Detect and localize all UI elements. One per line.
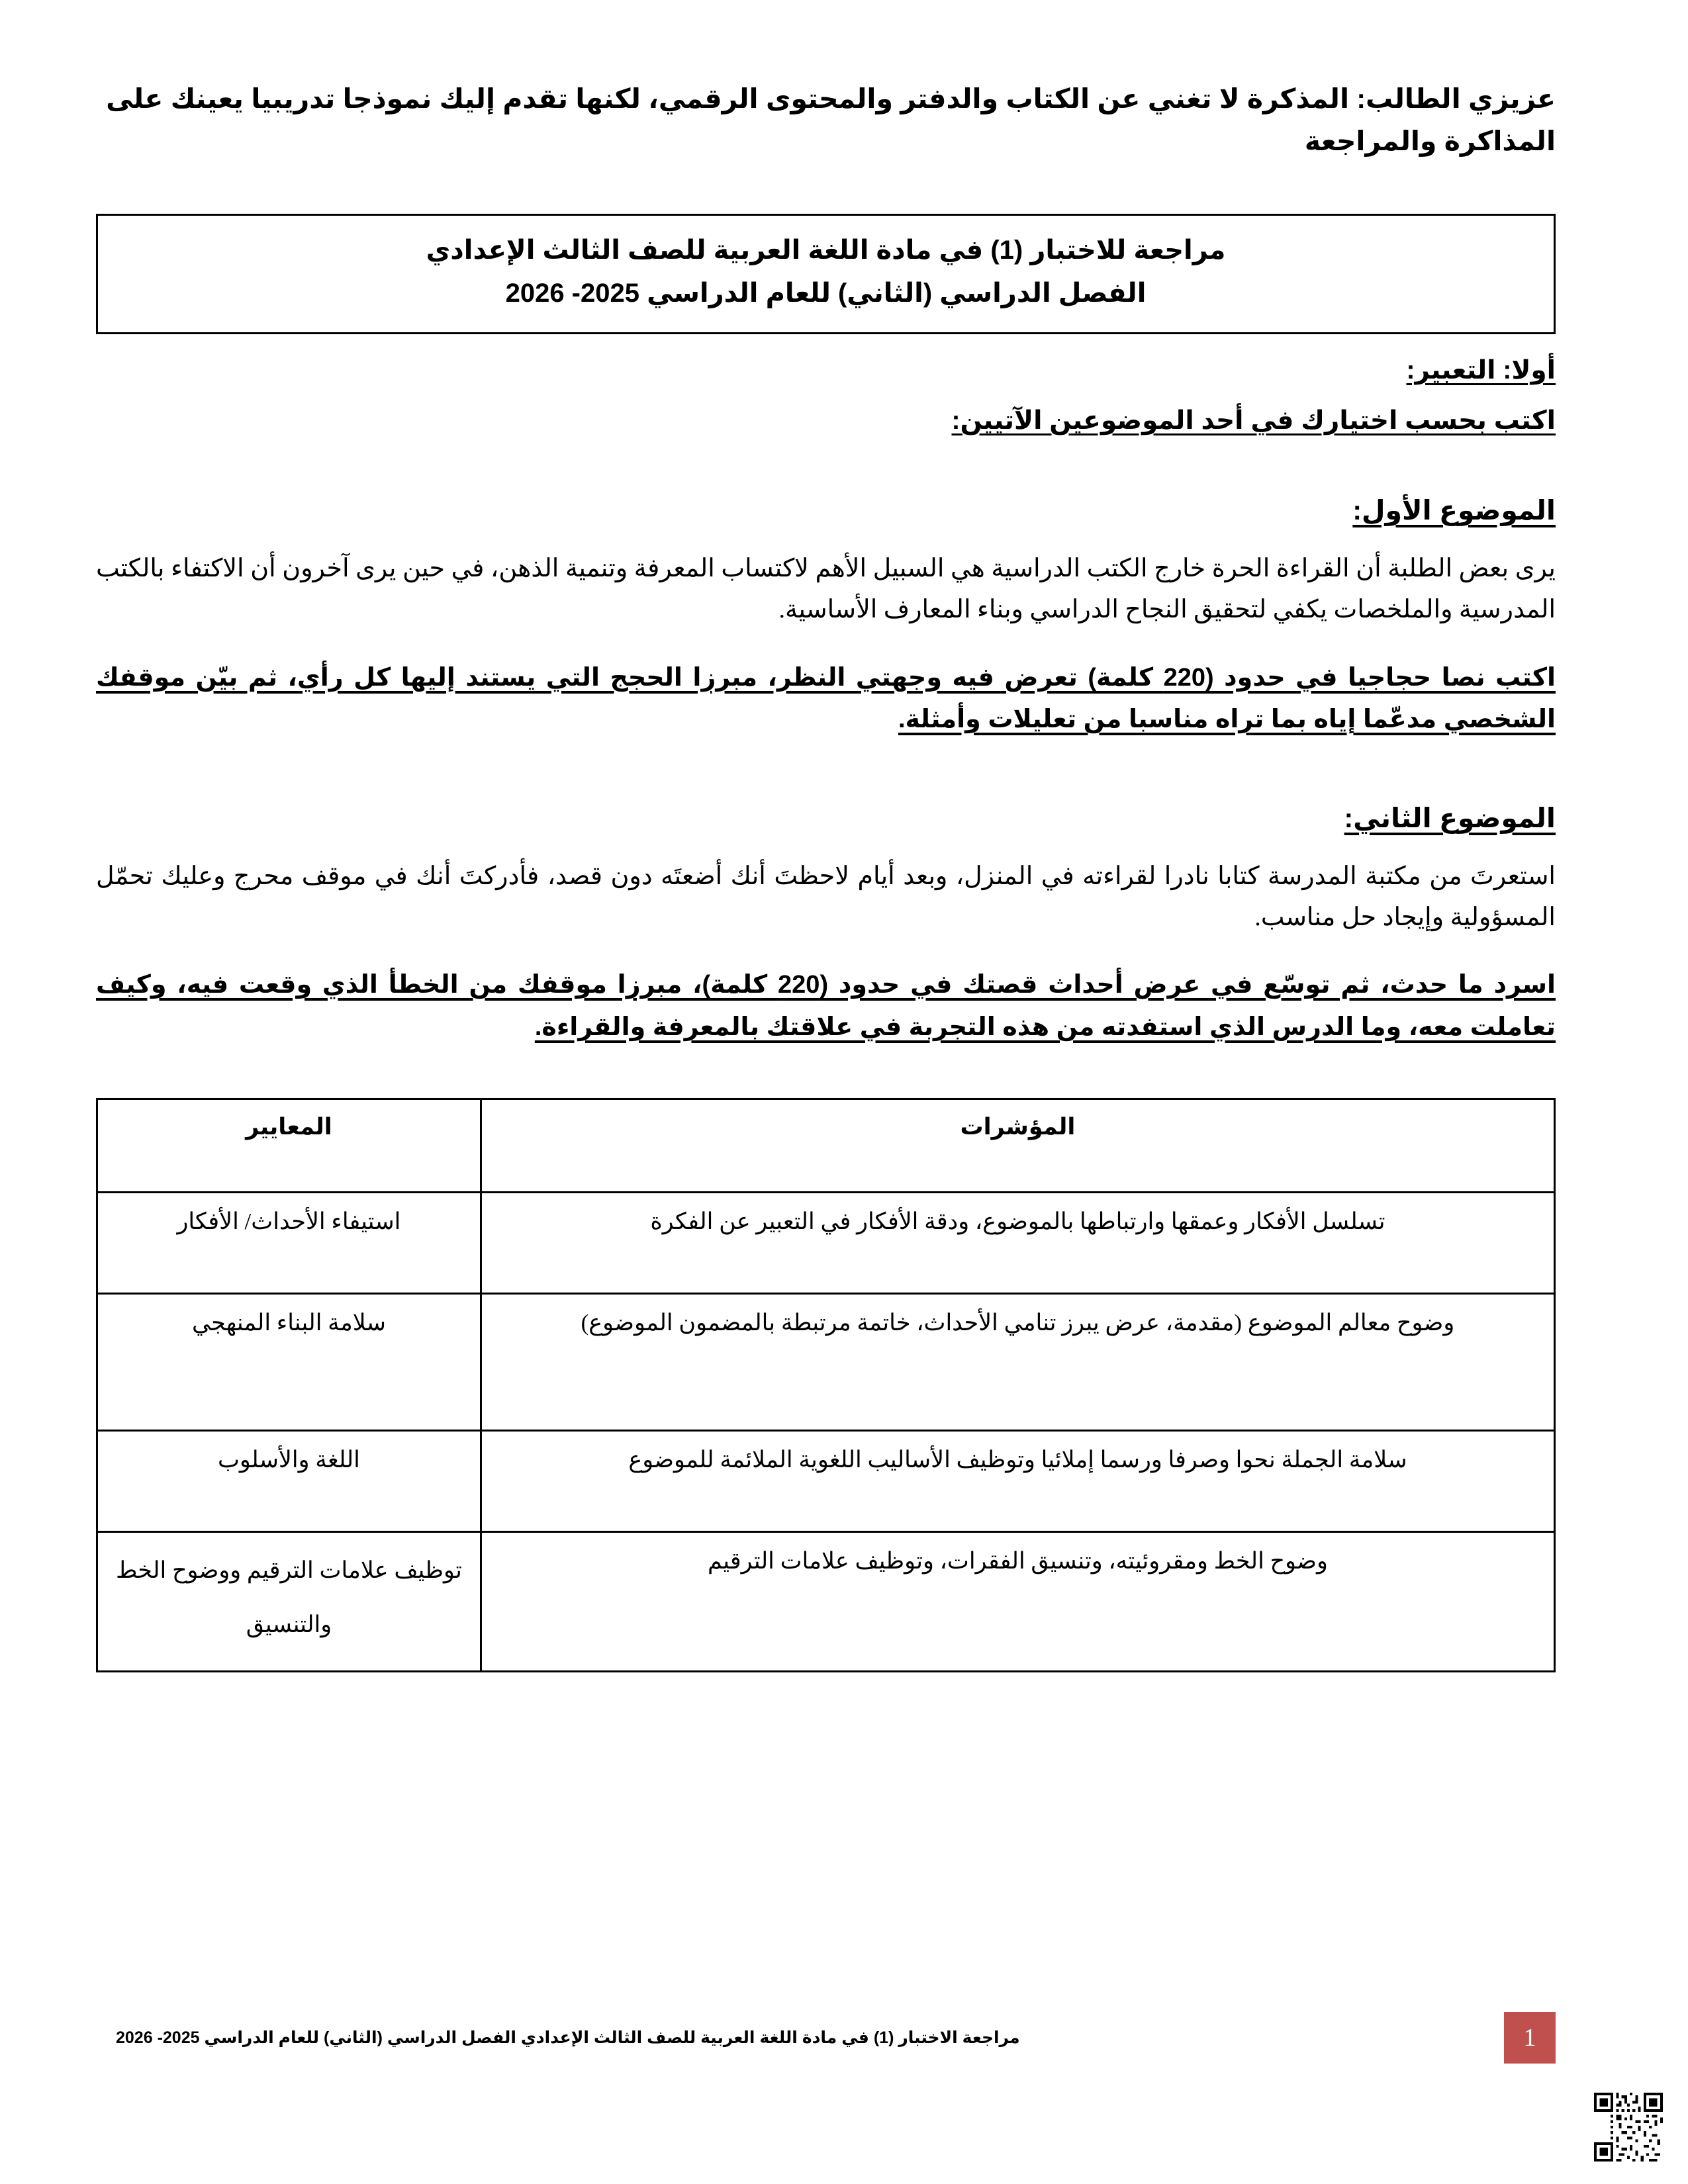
topic-one-task [96,657,1556,742]
topic-one-task-text: اكتب نصا حجاجيا في حدود (220 كلمة) تعرض فيه وجهتي النظر، مبرزا الحجج التي يستند إليها كل رأي، ثم بيّن موقفك الشخصي مدعّما إياه بما تراه مناسبا من تعليلات وأمثلة. [96,663,1556,734]
rubric-cell-criteria: توظيف علامات الترقيم ووضوح الخط والتنسيق [97,1531,481,1671]
exam-title-line-1: مراجعة للاختبار (1) في مادة اللغة العربية للصف الثالث الإعدادي [426,236,1226,265]
rubric-table-wrapper [96,1098,1556,1672]
document-content [96,0,1556,1672]
rubric-cell-indicators: سلامة الجملة نحوا وصرفا ورسما إملائيا وتوظيف الأساليب اللغوية الملائمة للموضوع [481,1430,1554,1531]
rubric-cell-indicators: وضوح الخط ومقروئيته، وتنسيق الفقرات، وتوظيف علامات الترقيم [481,1531,1554,1671]
table-row [97,1430,1555,1531]
rubric-cell-criteria: سلامة البناء المنهجي [97,1293,481,1430]
topic-two-task-text: اسرد ما حدث، ثم توسّع في عرض أحداث قصتك في حدود (220 كلمة)، مبرزا موقفك من الخطأ الذي وقعت فيه، وكيف تعاملت معه، وما الدرس الذي استفدته من هذه التجربة في علاقتك بالمعرفة والقراءة. [96,971,1556,1042]
topic-two-prompt: استعرتَ من مكتبة المدرسة كتابا نادرا لقراءته في المنزل، وبعد أيام لاحظتَ أنك أضعتَه دون قصد، فأدركتَ أنك في موقف محرج وعليك تحمّل المسؤولية وإيجاد حل مناسب. [96,862,1556,931]
topic-one-prompt: يرى بعض الطلبة أن القراءة الحرة خارج الكتب الدراسية هي السبيل الأهم لاكتساب المعرفة وتنمية الذهن، في حين يرى آخرون أن الاكتفاء بالكتب المدرسية والملخصات يكفي لتحقيق النجاح الدراسي وبناء المعارف الأساسية. [96,555,1556,624]
qr-code[interactable] [1594,2093,1663,2161]
table-row [97,1293,1555,1430]
topic-two-task [96,964,1556,1049]
rubric-header-indicators: المؤشرات [481,1099,1554,1192]
rubric-cell-criteria: استيفاء الأحداث/ الأفكار [97,1192,481,1293]
topic-one-heading-text: الموضوع الأول: [1352,495,1556,526]
page-number-badge: 1 [1504,2012,1556,2064]
rubric-table-head [97,1099,1555,1192]
advisory-banner: عزيزي الطالب: المذكرة لا تغني عن الكتاب والدفتر والمحتوى الرقمي، لكنها تقدم إليك نموذجا تدريبيا يعينك على المذاكرة والمراجعة [106,83,1556,156]
table-row [97,1531,1555,1671]
topic-one-heading [96,494,1556,526]
rubric-cell-criteria: اللغة والأسلوب [97,1430,481,1531]
section-instruction-text: اكتب بحسب اختيارك في أحد الموضوعين الآتيين: [951,406,1556,435]
exam-title-box [96,214,1556,334]
table-row [97,1192,1555,1293]
page-footer [96,2012,1556,2064]
section-instruction [96,400,1556,441]
rubric-table [96,1098,1556,1672]
section-heading-expression [96,350,1556,391]
topic-two-heading [96,802,1556,834]
section-heading-expression-text: أولا: التعبير: [1406,355,1556,385]
exam-title-line-2: الفصل الدراسي (الثاني) للعام الدراسي 2025- 2026 [505,278,1147,308]
rubric-cell-indicators: تسلسل الأفكار وعمقها وارتباطها بالموضوع، ودقة الأفكار في التعبير عن الفكرة [481,1192,1554,1293]
rubric-header-criteria: المعايير [97,1099,481,1192]
topic-two-heading-text: الموضوع الثاني: [1344,803,1556,834]
rubric-header-row [97,1099,1555,1192]
rubric-cell-indicators: وضوح معالم الموضوع (مقدمة، عرض يبرز تنامي الأحداث، خاتمة مرتبطة بالمضمون الموضوع) [481,1293,1554,1430]
footer-title-text: مراجعة الاختبار (1) في مادة اللغة العربية للصف الثالث الإعدادي الفصل الدراسي (الثاني) للعام الدراسي 2025- 2026 [116,2028,1020,2047]
rubric-table-body [97,1192,1555,1671]
